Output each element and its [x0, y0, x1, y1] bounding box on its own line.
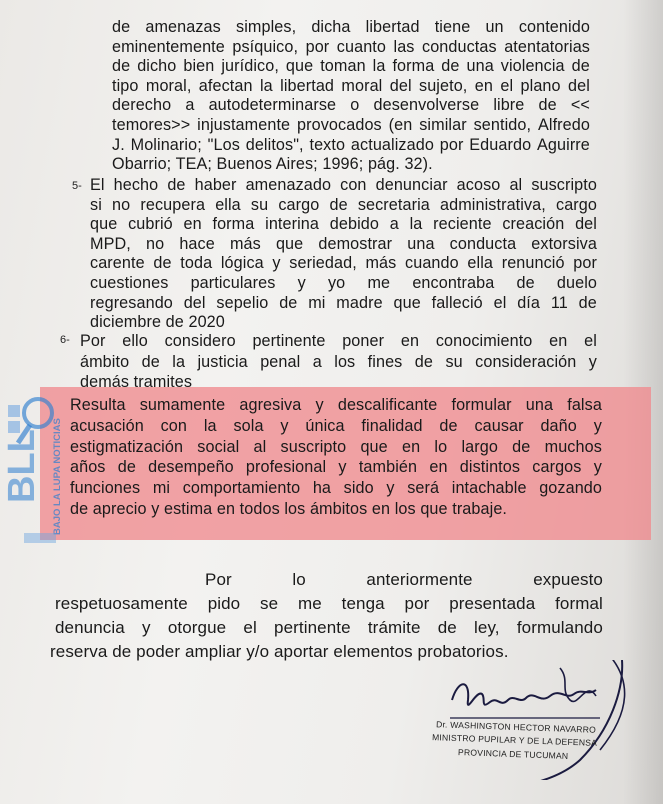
signature-name: Dr. WASHINGTON HECTOR NAVARRO: [435, 719, 597, 735]
magnifier-logo-icon: [0, 385, 74, 545]
item5-line: diciembre de 2020: [90, 313, 225, 332]
item-number-5: 5-: [72, 180, 82, 192]
item-number-6: 6-: [60, 334, 70, 346]
item6-line: Por ello considero pertinente poner en conocimiento en el: [80, 332, 597, 350]
highlighted-line: de aprecio y estima en todos los ámbitos en los que trabaje.: [70, 500, 508, 518]
item5-line: regresando del sepelio de mi madre que falleció el día 11 de: [90, 293, 597, 312]
item6-line: ámbito de la justicia penal a los fines de su consideración y: [80, 352, 597, 371]
highlighted-line: Resulta sumamente agresiva y descalificante formular una falsa: [70, 396, 602, 414]
item6-line: demás tramites: [80, 373, 193, 391]
item5-line: El hecho de haber amenazado con denunciar acoso al suscripto: [90, 176, 597, 194]
paragraph-line: de dicho bien jurídico, que toman la forma de una violencia de: [112, 57, 590, 76]
signature-block: [410, 660, 640, 780]
watermark-caption: BAJO LA LUPA NOTICIAS: [52, 418, 63, 535]
signature-role: MINISTRO PUPILAR Y DE LA DEFENSA: [431, 732, 598, 748]
bajo-la-lupa-watermark: [0, 385, 74, 545]
item5-line: que cubrió en forma interina debido a la reciente creación del: [90, 215, 597, 234]
paragraph-line: eminentemente psíquico, por cuanto las conductas atentatorias: [112, 37, 590, 56]
closing-line: Por lo anteriormente expuesto: [205, 570, 603, 589]
item5-line: si no recupera ella su cargo de secretaria administrativa, cargo: [90, 195, 597, 214]
paragraph-line: de amenazas simples, dicha libertad tiene un contenido: [112, 18, 590, 36]
paragraph-line: derecho a autodeterminarse o desenvolverse libre de <<: [112, 96, 590, 115]
paragraph-line: Obarrio; TEA; Buenos Aires; 1996; pág. 32).: [112, 155, 433, 174]
highlighted-line: años de desempeño profesional y también en distintos cargos y: [70, 458, 602, 477]
item5-line: cuestiones particulares y yo me encontraba de duelo: [90, 274, 597, 292]
item5-line: carente de toda lógica y seriedad, más cuando ella renunció por: [90, 254, 597, 273]
paragraph-line: J. Molinario; "Los delitos", texto actualizado por Eduardo Aguirre: [112, 135, 590, 154]
closing-line: reserva de poder ampliar y/o aportar elementos probatorios.: [50, 642, 509, 661]
closing-line: denuncia y otorgue el pertinente trámite de ley, formulando: [55, 618, 603, 637]
highlighted-line: estigmatización social al suscripto que en lo largo de muchos: [70, 437, 602, 456]
closing-line: respetuosamente pido se me tenga por presentada formal: [55, 594, 603, 613]
item5-line: MPD, no hace más que demostrar una conducta extorsiva: [90, 234, 597, 253]
highlighted-line: acusación con la sola y única finalidad de causar daño y: [70, 416, 602, 435]
paragraph-line: tipo moral, afectan la libertad moral del sujeto, en el plano del: [112, 76, 590, 95]
watermark-logo-text: BLL: [1, 429, 43, 503]
paragraph-line: temores>> injustamente provocados (en similar sentido, Alfredo: [112, 116, 590, 134]
signature-province: PROVINCIA DE TUCUMAN: [457, 747, 569, 761]
highlighted-line: funciones mi comportamiento ha sido y será intachable gozando: [70, 479, 602, 498]
